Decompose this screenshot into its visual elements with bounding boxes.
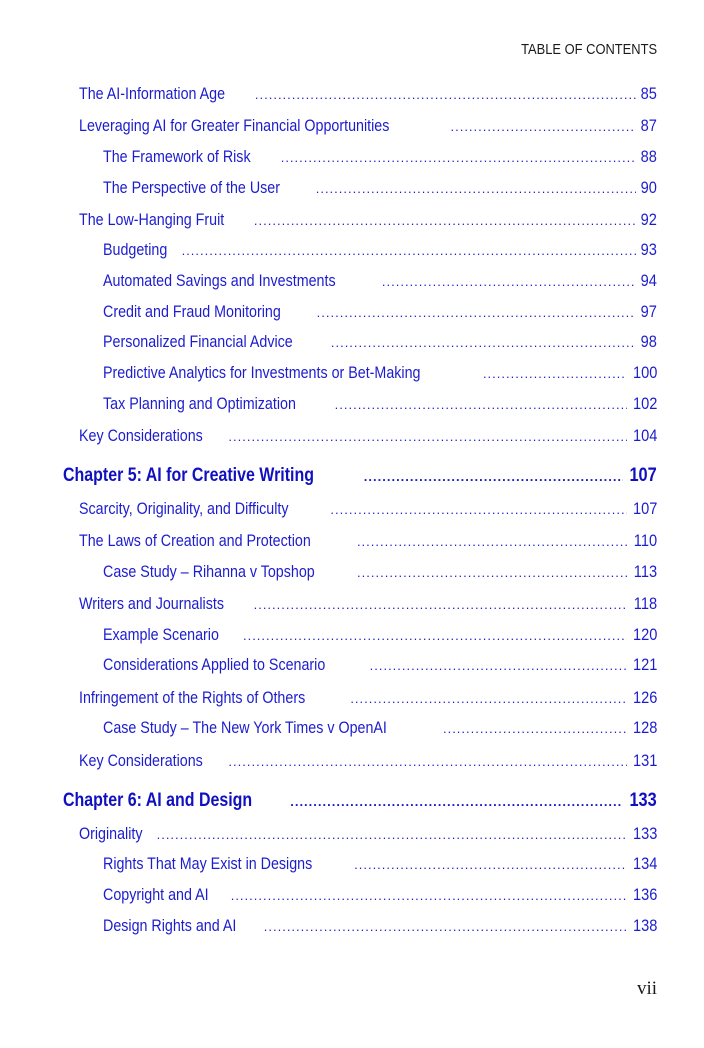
toc-entry-title: Leveraging AI for Greater Financial Opportunities [79,116,390,135]
toc-entry-title: Design Rights and AI [103,916,237,935]
toc-entry-page: 98 [640,332,657,351]
toc-leader-dots [335,394,627,416]
toc-entry[interactable] [103,717,657,739]
toc-entry[interactable] [103,331,657,353]
toc-entry[interactable] [79,687,657,709]
toc-entry-page: 134 [632,854,657,873]
toc-entry-page: 133 [632,824,657,843]
toc-entry[interactable] [79,115,657,137]
toc-entry-title: Considerations Applied to Scenario [103,655,326,674]
toc-leader-dots [182,240,637,262]
toc-entry-page: 138 [632,916,657,935]
toc-leader-dots [483,363,627,385]
toc-entry-title: Infringement of the Rights of Others [79,688,306,707]
toc-entry[interactable] [103,362,657,384]
toc-entry-page: 121 [632,655,657,674]
toc-chapter-entry[interactable] [63,465,657,487]
toc-entry-page: 87 [640,116,657,135]
toc-entry-page: 118 [633,594,657,613]
toc-entry-title: The Framework of Risk [103,147,251,166]
toc-leader-dots [316,178,636,200]
toc-entry[interactable] [103,624,657,646]
toc-entry-title: Personalized Financial Advice [103,332,293,351]
toc-entry[interactable] [79,209,657,231]
toc-entry-page: 131 [632,751,657,770]
toc-leader-dots [330,499,626,521]
toc-entry[interactable] [79,530,657,552]
toc-entry-page: 90 [640,178,657,197]
toc-entry-page: 104 [632,426,657,445]
toc-entry[interactable] [103,146,657,168]
toc-entry-title: Key Considerations [79,751,203,770]
toc-leader-dots [243,625,627,647]
running-header: TABLE OF CONTENTS [521,41,657,58]
toc-entry-page: 102 [632,394,657,413]
toc-entry-title: The AI-Information Age [79,84,226,103]
toc-entry-page: 110 [633,531,657,550]
toc-entry[interactable] [103,393,657,415]
toc-entry-page: 88 [640,147,657,166]
toc-entry-title: Budgeting [103,240,168,259]
toc-leader-dots [331,332,636,354]
toc-entry-page: 113 [633,562,657,581]
toc-entry-title: Chapter 6: AI and Design [63,790,253,811]
toc-leader-dots [254,210,636,232]
toc-entry-page: 126 [632,688,657,707]
toc-entry[interactable] [103,915,657,937]
toc-leader-dots [354,854,627,876]
toc-entry-title: Rights That May Exist in Designs [103,854,313,873]
toc-chapter-entry[interactable] [63,790,657,812]
toc-entry-title: Originality [79,824,143,843]
toc-entry[interactable] [103,239,657,261]
toc-leader-dots [231,885,627,907]
toc-entry-page: 107 [632,499,657,518]
toc-leader-dots [255,84,636,106]
toc-entry-page: 85 [640,84,657,103]
toc-entry-title: Key Considerations [79,426,203,445]
toc-entry-page: 128 [632,718,657,737]
toc-entry[interactable] [79,823,657,845]
toc-entry[interactable] [79,425,657,447]
toc-entry-page: 94 [640,271,657,290]
toc-leader-dots [290,791,623,813]
toc-entry-page: 92 [640,210,657,229]
toc-leader-dots [264,916,627,938]
toc-leader-dots [281,147,636,169]
toc-entry-title: Tax Planning and Optimization [103,394,296,413]
toc-leader-dots [443,718,627,740]
toc-entry[interactable] [103,853,657,875]
toc-entry[interactable] [103,177,657,199]
toc-leader-dots [228,426,626,448]
toc-entry-title: The Low-Hanging Fruit [79,210,225,229]
toc-leader-dots [350,688,626,710]
toc-entry[interactable] [103,561,657,583]
toc-entry-page: 133 [629,790,657,811]
toc-entry-title: Case Study – Rihanna v Topshop [103,562,315,581]
toc-entry[interactable] [79,750,657,772]
toc-entry[interactable] [79,83,657,105]
toc-leader-dots [357,531,628,553]
toc-entry-page: 136 [632,885,657,904]
toc-entry-title: Copyright and AI [103,885,209,904]
toc-entry[interactable] [103,884,657,906]
toc-leader-dots [364,466,624,488]
toc-entry-title: Writers and Journalists [79,594,224,613]
toc-entry-page: 93 [640,240,657,259]
toc-entry-title: Scarcity, Originality, and Difficulty [79,499,289,518]
toc-entry[interactable] [79,498,657,520]
toc-entry[interactable] [103,654,657,676]
toc-leader-dots [157,824,627,846]
toc-entry-title: The Perspective of the User [103,178,281,197]
toc-entry[interactable] [103,301,657,323]
toc-entry[interactable] [79,593,657,615]
toc-entry-title: Example Scenario [103,625,219,644]
toc-leader-dots [228,751,626,773]
toc-entry-title: The Laws of Creation and Protection [79,531,311,550]
toc-entry-page: 100 [632,363,657,382]
toc-entry-title: Automated Savings and Investments [103,271,336,290]
page-number: vii [636,978,657,999]
toc-leader-dots [370,655,627,677]
toc-leader-dots [450,116,636,138]
toc-leader-dots [317,302,636,324]
toc-entry-page: 97 [640,302,657,321]
toc-leader-dots [254,594,628,616]
toc-leader-dots [357,562,628,584]
toc-entry-title: Chapter 5: AI for Creative Writing [63,465,314,486]
toc-leader-dots [382,271,636,293]
toc-entry-page: 120 [632,625,657,644]
toc-entry-title: Case Study – The New York Times v OpenAI [103,718,387,737]
toc-entry-page: 107 [629,465,657,486]
toc-entry-title: Predictive Analytics for Investments or Bet-Making [103,363,421,382]
toc-entry[interactable] [103,270,657,292]
toc-entry-title: Credit and Fraud Monitoring [103,302,281,321]
